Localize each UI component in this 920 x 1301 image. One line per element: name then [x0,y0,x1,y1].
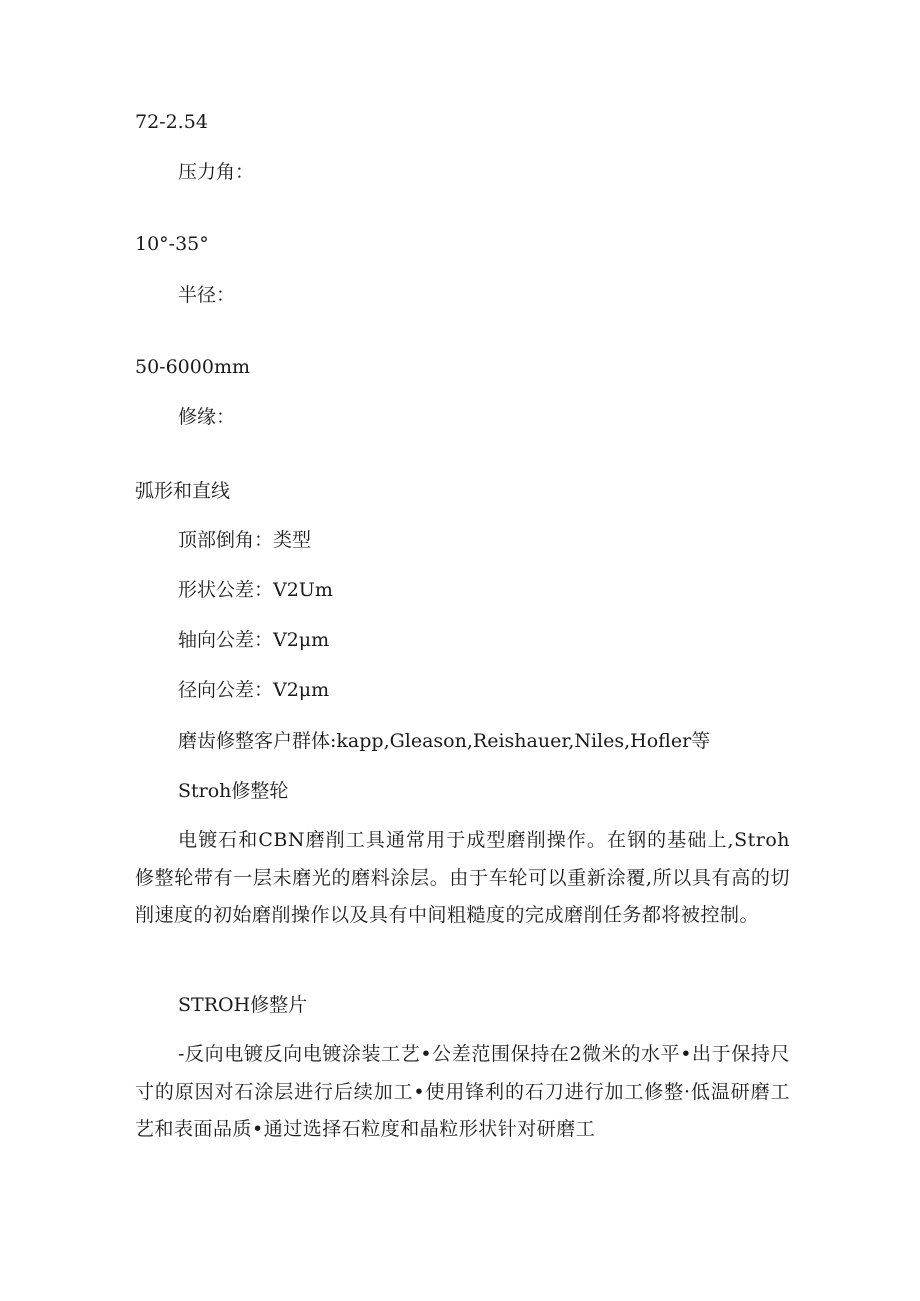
paragraph-dressing-plate: -反向电镀反向电镀涂装工艺•公差范围保持在2微米的水平•出于保持尺寸的原因对石涂层进行后续加工•使用锋利的石刀进行加工修整·低温研磨工艺和表面品质•通过选择石粒度和晶粒形状针对研磨工 [135,1043,790,1140]
spec-axial-tolerance: 轴向公差：V2μm [178,629,330,651]
paragraph-dressing-wheel: 电镀石和CBN磨削工具通常用于成型磨削操作。在钢的基础上,Stroh修整轮带有一层未磨光的磨料涂层。由于车轮可以重新涂覆,所以具有高的切削速度的初始磨削操作以及具有中间粗糙度的完成磨削任务都将被控制。 [135,829,790,926]
spec-value-radius: 50-6000mm [135,356,250,378]
spec-top-chamfer: 顶部倒角：类型 [178,529,312,551]
spec-value-pressure-angle: 10°-35° [135,233,209,255]
section-heading-dressing-plate: STROH修整片 [178,994,308,1016]
spec-label-radius: 半径： [178,284,236,306]
spec-label-pressure-angle: 压力角： [178,161,255,183]
spec-label-tip-relief: 修缘： [178,406,236,428]
spec-radial-tolerance: 径向公差：V2μm [178,679,330,701]
spec-value-tip-relief: 弧形和直线 [135,480,231,502]
spec-value-module: 72-2.54 [135,111,208,133]
spec-form-tolerance: 形状公差：V2Um [178,579,333,601]
customer-group: 磨齿修整客户群体:kapp,Gleason,Reishauer,Niles,Hofler等 [178,730,711,752]
section-heading-dressing-wheel: Stroh修整轮 [178,780,289,802]
